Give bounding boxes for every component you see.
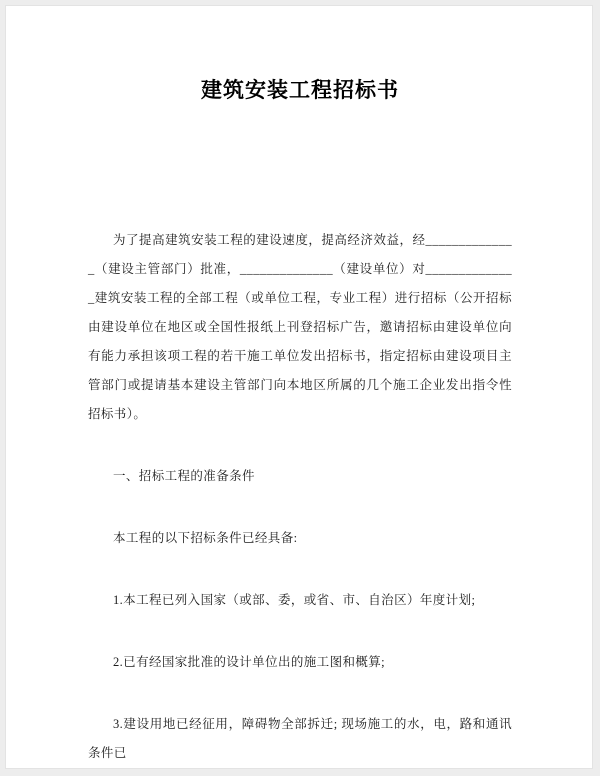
document-page [5,5,593,769]
section-1-heading: 一、招标工程的准备条件 [113,469,255,483]
document-title: 建筑安装工程招标书 [201,78,399,102]
condition-item-2: 2.已有经国家批准的设计单位出的施工图和概算; [113,655,386,669]
intro-paragraph: 为了提高建筑安装工程的建设速度，提高经济效益，经______________（建设主管部门）批准，______________（建设单位）对______________建筑安装工程的全部工程（或单位工程，专业工程）进行招标（公开招标由建设单位在地区或全国性报纸上刊登招标广告，邀请招标由建设单位向有能力承担该项工程的若干施工单位发出招标书，指定招标由建设项目主管部门或提请基本建设主管部门向本地区所属的几个施工企业发出指令性招标书）。 [88,233,512,421]
conditions-lead-paragraph: 本工程的以下招标条件已经具备: [113,531,298,545]
document-body [88,226,512,768]
condition-item-3: 3.建设用地已经征用，障碍物全部拆迁; 现场施工的水，电，路和通讯条件已 [88,717,512,760]
condition-item-1: 1.本工程已列入国家（或部、委，或省、市、自治区）年度计划; [113,593,476,607]
